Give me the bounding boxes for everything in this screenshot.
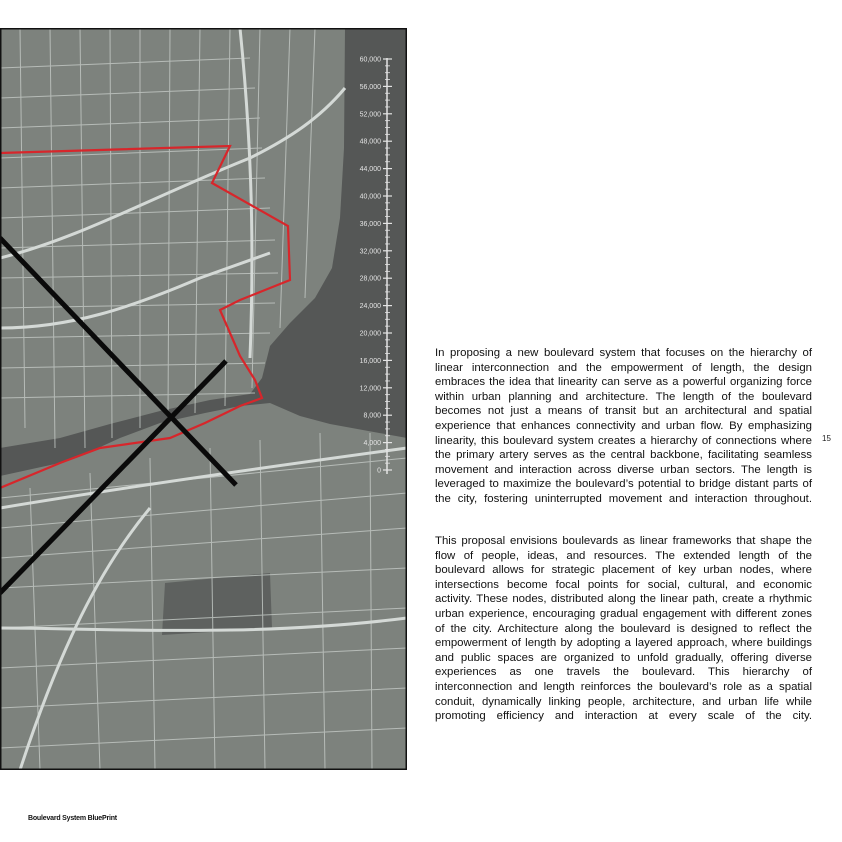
- body-paragraph-2: This proposal envisions boulevards as linear frameworks that shape the flow of people, ideas, and resources. The extended length of the boulevard allows for strategic placement of key urban nodes, where intersections become focal points for social, cultural, and economic activity. These nodes, distributed along the linear path, create a rhythmic urban experience, encouraging gradual engagement with different zones of the city. Architecture along the boulevard is designed to reflect the empowerment of length by adopting a layered approach, where buildings and public spaces are organized to unfold gradually, offering diverse experiences as one travels the boulevard. This hierarchy of interconnection and length reinforces the boulevard’s role as a spatial conduit, dynamically linking people, architecture, and urban life while promoting efficiency and interaction at every scale of the city.: [435, 535, 812, 723]
- scale-label: 36,000: [359, 220, 381, 228]
- scale-label: 4,000: [363, 440, 381, 448]
- scale-label: 8,000: [363, 412, 381, 420]
- dark-block: [162, 573, 272, 635]
- scale-label: 20,000: [359, 330, 381, 338]
- scale-label: 56,000: [359, 83, 381, 91]
- scale-label: 28,000: [359, 275, 381, 283]
- scale-label: 0: [377, 467, 381, 475]
- body-paragraph-1: In proposing a new boulevard system that focuses on the hierarchy of linear interconnection and the empowerment of length, the design embraces the idea that linearity can serve as a powerful organizing force within urban planning and architecture. The length of the boulevard becomes not just a means of transit but an architectural and spatial experience that enhances connectivity and urban flow. By emphasizing linearity, this boulevard system creates a hierarchy of connections where the primary artery serves as the central backbone, facilitating seamless movement and interaction across diverse urban sectors. The length is leveraged to maximize the boulevard’s potential to bridge distant parts of the city, fostering uninterrupted movement and interaction throughout.: [435, 347, 812, 505]
- scale-label: 24,000: [359, 303, 381, 311]
- scale-label: 12,000: [359, 385, 381, 393]
- city-map: [0, 28, 407, 770]
- scale-label: 52,000: [359, 111, 381, 119]
- scale-label: 60,000: [359, 56, 381, 64]
- scale-label: 16,000: [359, 357, 381, 365]
- footer-title: Boulevard System BluePrint: [28, 815, 117, 822]
- scale-label: 40,000: [359, 193, 381, 201]
- scale-label: 44,000: [359, 166, 381, 174]
- page-number: 15: [822, 434, 831, 443]
- scale-label: 48,000: [359, 138, 381, 146]
- scale-label: 32,000: [359, 248, 381, 256]
